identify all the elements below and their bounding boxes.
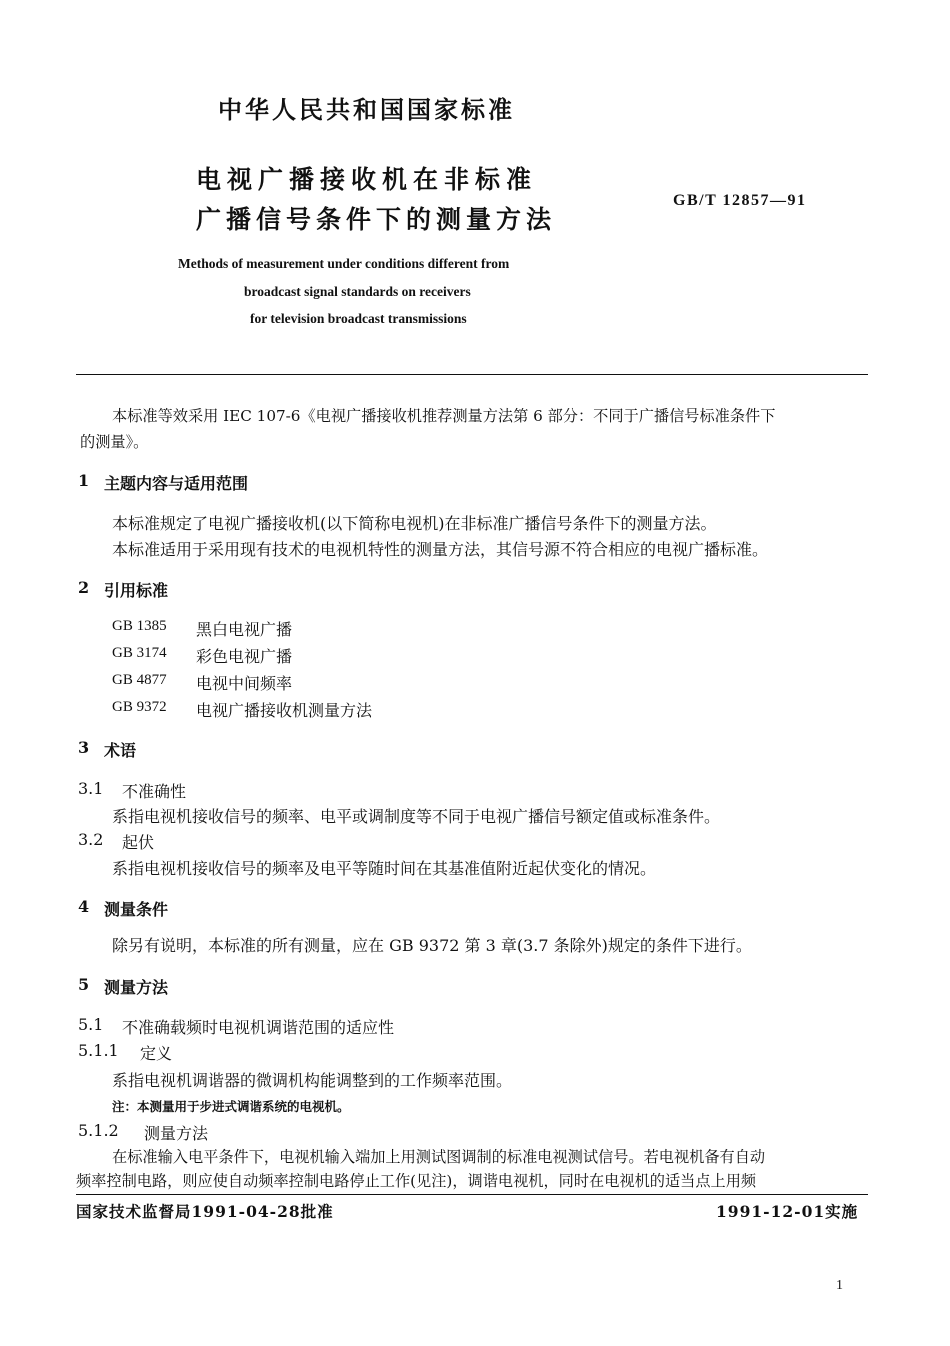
section-3-title: 术语 [104, 741, 137, 760]
section-4-title: 测量条件 [104, 900, 169, 919]
national-standard-heading: 中华人民共和国国家标准 [218, 96, 515, 124]
section-2-title: 引用标准 [104, 581, 169, 600]
section-4-number: 4 [78, 897, 90, 916]
clause-5-1-2-title: 测量方法 [144, 1124, 209, 1143]
clause-3-2-text: 系指电视机接收信号的频率及电平等随时间在其基准值附近起伏变化的情况。 [112, 859, 657, 878]
clause-5-1-2-line-2: 频率控制电路，则应使自动频率控制电路停止工作(见注)，调谐电视机，同时在电视机的适当点上用频 [76, 1172, 757, 1190]
section-2-number: 2 [78, 578, 90, 597]
english-title-line-3: for television broadcast transmissions [250, 311, 467, 326]
section-5-title: 测量方法 [104, 978, 169, 997]
clause-3-2-title: 起伏 [122, 833, 155, 852]
reference-code: GB 4877 [112, 672, 167, 688]
reference-name: 电视广播接收机测量方法 [196, 701, 373, 720]
clause-3-1-text: 系指电视机接收信号的频率、电平或调制度等不同于电视广播信号额定值或标准条件。 [112, 807, 721, 826]
clause-3-1-number: 3.1 [78, 779, 104, 798]
clause-5-1-2-line-1: 在标准输入电平条件下，电视机输入端加上用测试图调制的标准电视测试信号。若电视机备有自动 [112, 1148, 766, 1166]
clause-3-2-number: 3.2 [78, 830, 104, 849]
section-5-number: 5 [78, 975, 90, 994]
section-4-text: 除另有说明，本标准的所有测量，应在 GB 9372 第 3 章(3.7 条除外)规定的条件下进行。 [112, 936, 752, 955]
reference-name: 彩色电视广播 [196, 647, 293, 666]
clause-5-1-number: 5.1 [78, 1015, 104, 1034]
english-title-line-2: broadcast signal standards on receivers [244, 284, 471, 299]
clause-5-1-2-number: 5.1.2 [78, 1121, 119, 1140]
clause-5-1-1-note: 注：本测量用于步进式调谐系统的电视机。 [112, 1099, 350, 1114]
section-1-paragraph-2: 本标准适用于采用现有技术的电视机特性的测量方法，其信号源不符合相应的电视广播标准。 [112, 540, 769, 559]
header-divider [76, 374, 868, 375]
section-1-title: 主题内容与适用范围 [104, 474, 249, 493]
footer-divider [76, 1194, 868, 1195]
page-number: 1 [836, 1278, 843, 1293]
intro-line-1: 本标准等效采用 IEC 107-6《电视广播接收机推荐测量方法第 6 部分：不同于广播信号标准条件下 [112, 407, 776, 425]
reference-code: GB 1385 [112, 618, 167, 634]
approval-line: 国家技术监督局1991-04-28批准 [76, 1202, 334, 1221]
intro-line-2: 的测量》。 [80, 433, 149, 451]
section-1-number: 1 [78, 471, 90, 490]
clause-5-1-1-text: 系指电视机调谐器的微调机构能调整到的工作频率范围。 [112, 1071, 513, 1090]
clause-5-1-1-title: 定义 [140, 1044, 173, 1063]
reference-code: GB 3174 [112, 645, 167, 661]
title-line-1: 电视广播接收机在非标准 [196, 165, 538, 194]
section-1-paragraph-1: 本标准规定了电视广播接收机(以下简称电视机)在非标准广播信号条件下的测量方法。 [112, 514, 717, 533]
clause-5-1-title: 不准确载频时电视机调谐范围的适应性 [122, 1018, 395, 1037]
reference-name: 电视中间频率 [196, 674, 293, 693]
standard-number: GB/T 12857—91 [673, 192, 807, 209]
clause-5-1-1-number: 5.1.1 [78, 1041, 119, 1060]
reference-code: GB 9372 [112, 699, 167, 715]
section-3-number: 3 [78, 738, 90, 757]
clause-3-1-title: 不准确性 [122, 782, 187, 801]
title-line-2: 广播信号条件下的测量方法 [196, 205, 557, 234]
english-title-line-1: Methods of measurement under conditions different from [178, 256, 510, 271]
implementation-date: 1991-12-01实施 [716, 1202, 859, 1221]
reference-name: 黑白电视广播 [196, 620, 293, 639]
